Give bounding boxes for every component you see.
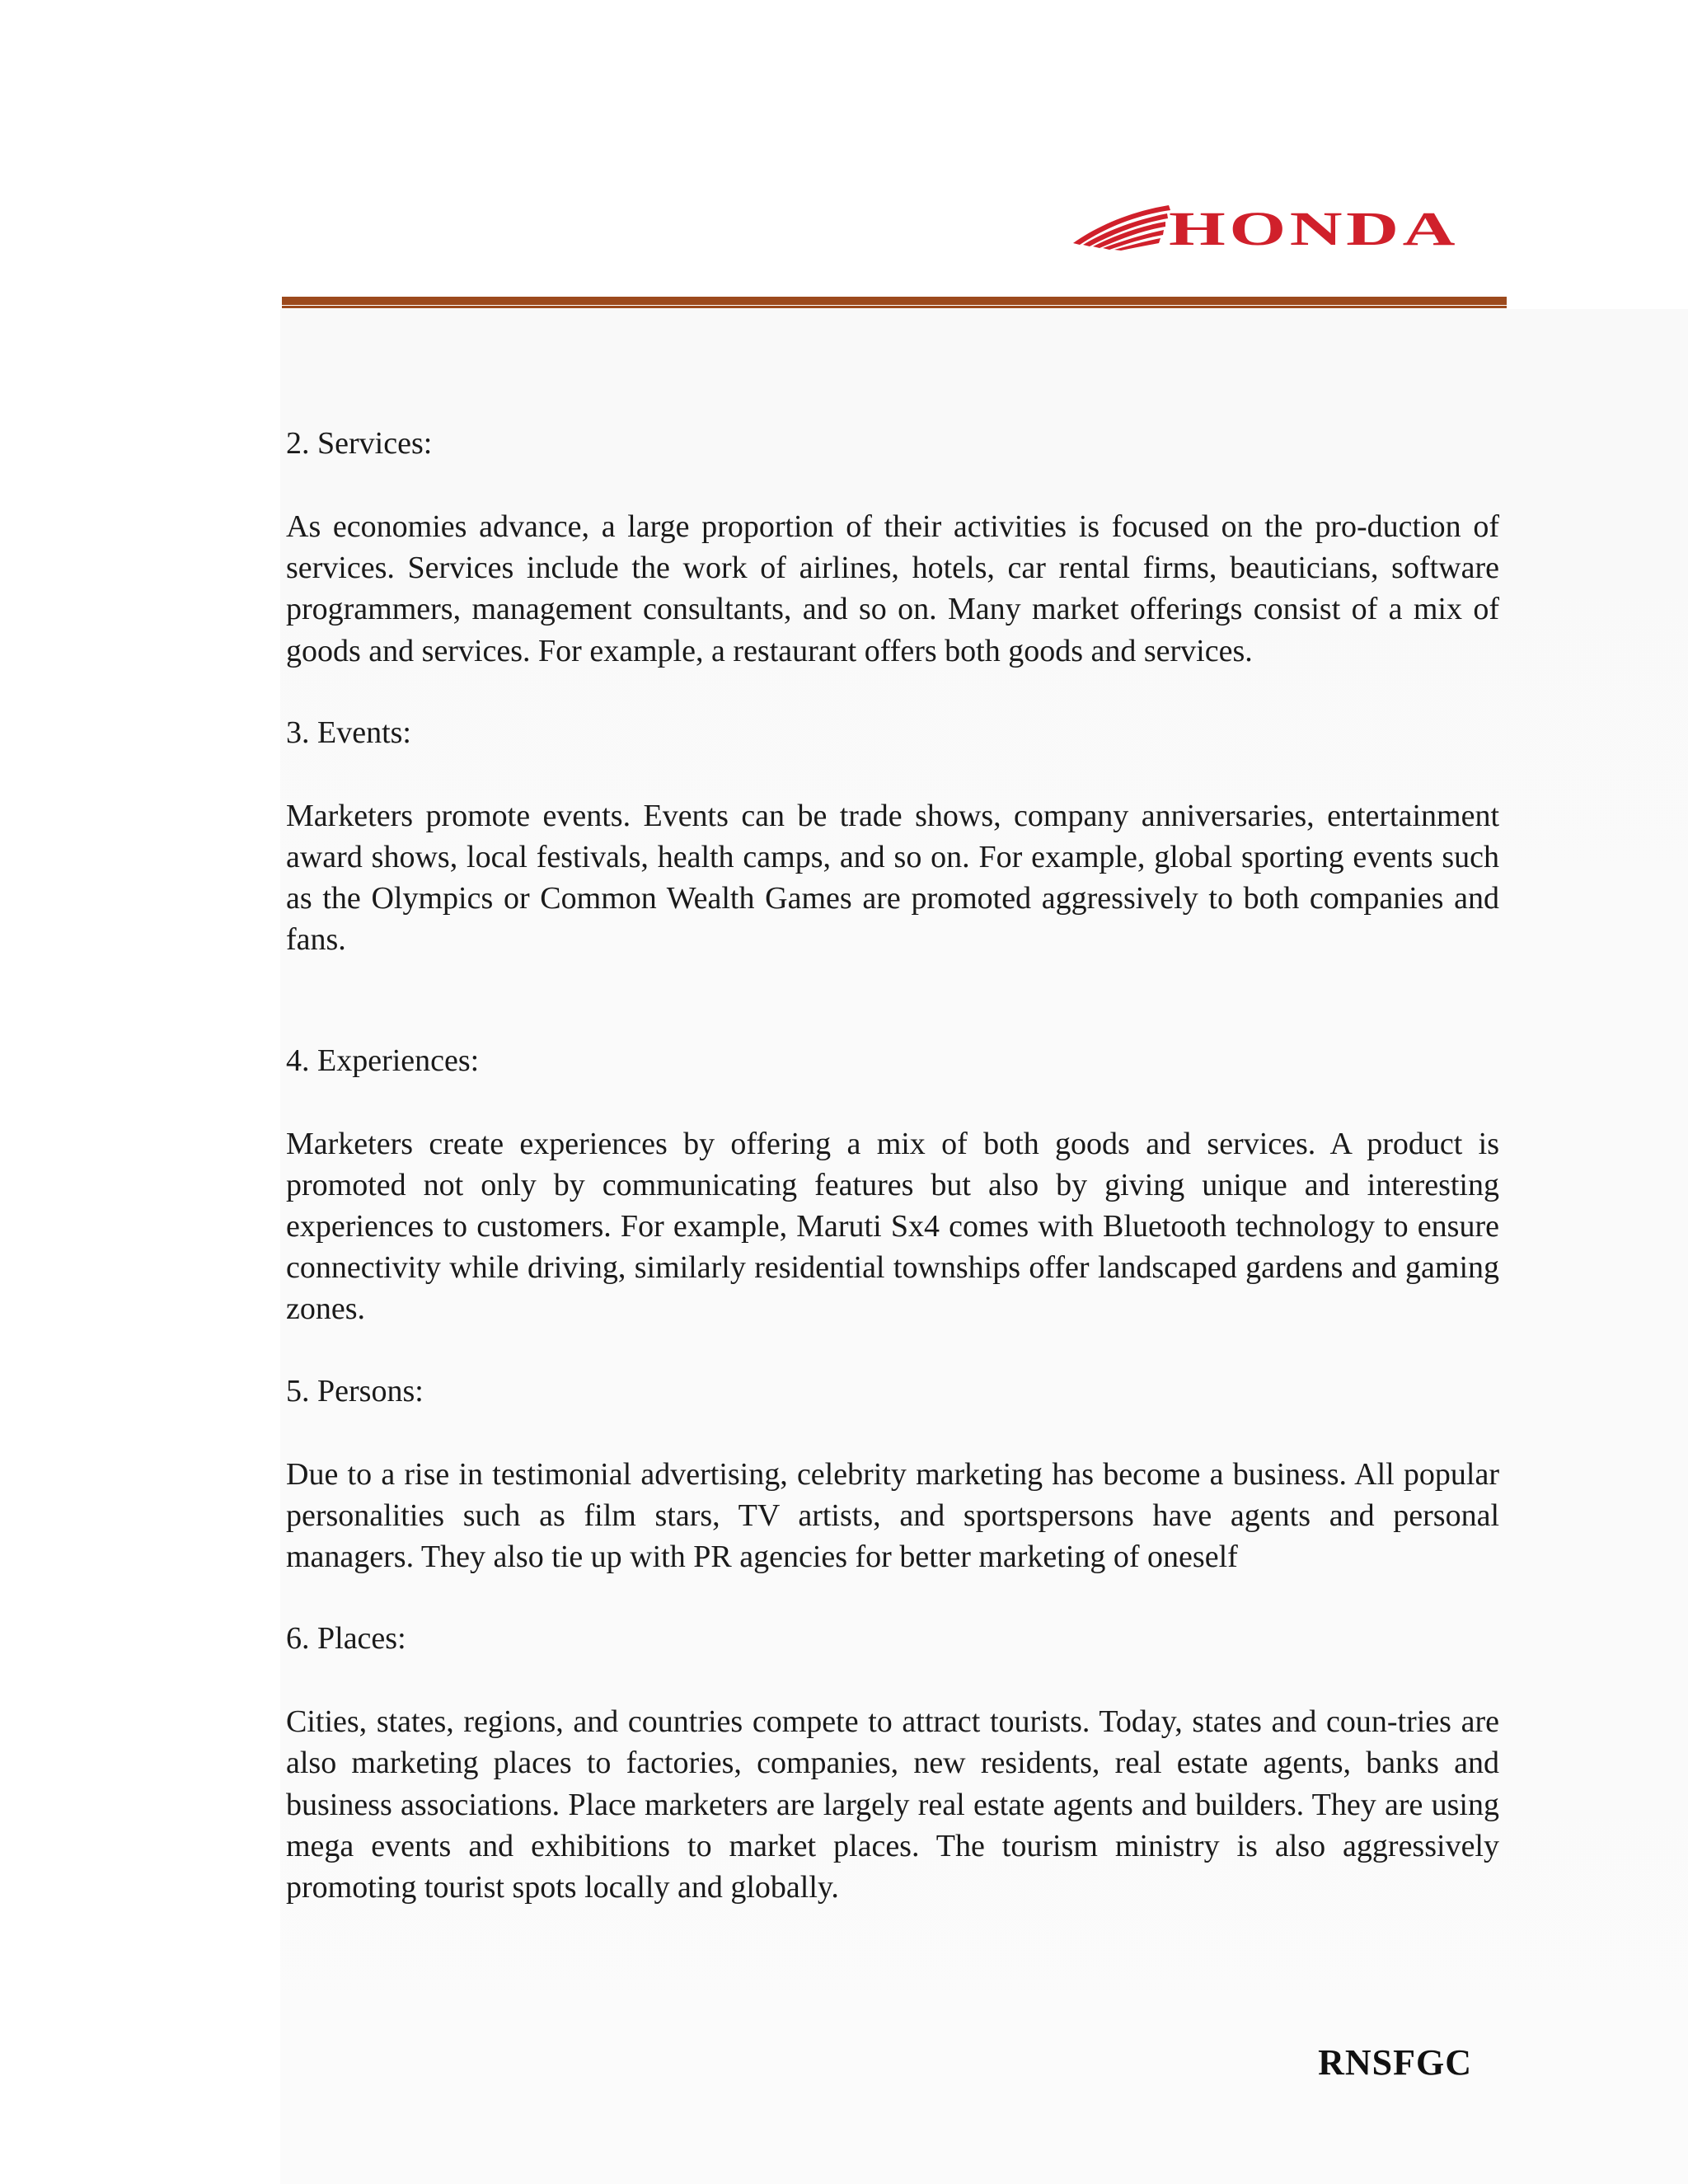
logo-text: HONDA [1169,202,1459,251]
section-heading-experiences: 4. Experiences: [286,1043,480,1078]
section-body-experiences: Marketers create experiences by offering a mix of both goods and services. A product is promoted not only by communicating features but also by giving unique and interesting experiences to customers. For example, Maruti Sx4 comes with Bluetooth technology to ensure connectivity while driving, similarly residential townships offer landscaped gardens and gaming zones. [286,1126,1499,1327]
document-body [286,423,1499,1908]
footer-institution-code: RNSFGC [1318,2042,1472,2083]
wing-icon [1073,205,1170,251]
honda-wing-logo [1071,202,1467,251]
section-body-places: Cities, states, regions, and countries compete to attract tourists. Today, states and coun-tries are also marketing places to factories, companies, new residents, real estate agents, banks and business associations. Place marketers are largely real estate agents and builders. They are using mega events and exhibitions to market places. The tourism ministry is also aggressively promoting tourist spots locally and globally. [286,1704,1499,1905]
section-body-persons: Due to a rise in testimonial advertising, celebrity marketing has become a business. All popular personalities such as film stars, TV artists, and sportspersons have agents and personal managers. They also tie up with PR agencies for better marketing of oneself [286,1456,1499,1575]
section-body-services: As economies advance, a large proportion of their activities is focused on the pro-duction of services. Services include the work of airlines, hotels, car rental firms, beauticians, software programmers, management consultants, and so on. Many market offerings consist of a mix of goods and services. For example, a restaurant offers both goods and services. [286,509,1499,668]
section-heading-persons: 5. Persons: [286,1373,424,1408]
section-heading-services: 2. Services: [286,426,433,461]
section-heading-events: 3. Events: [286,715,411,750]
section-body-events: Marketers promote events. Events can be trade shows, company anniversaries, entertainment award shows, local festivals, health camps, and so on. For example, global sporting events such as the Olympics or Common Wealth Games are promoted aggressively to both companies and fans. [286,798,1499,958]
section-heading-places: 6. Places: [286,1621,406,1657]
header-divider [282,297,1507,308]
